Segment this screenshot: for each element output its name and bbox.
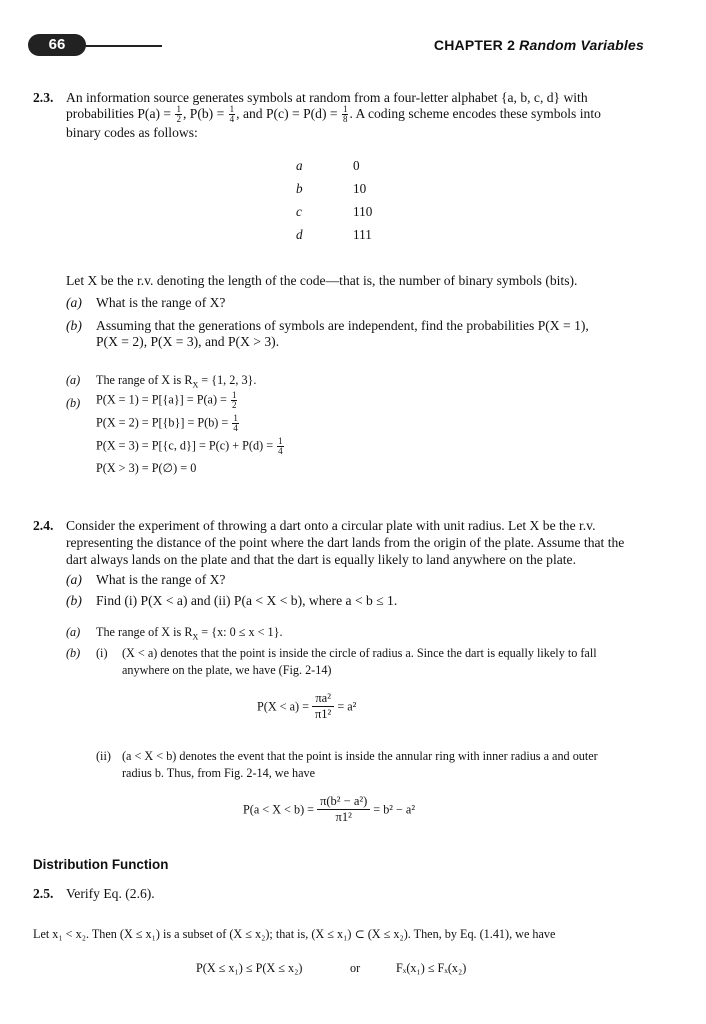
let-x-statement: Let X be the r.v. denoting the length of the code—that is, the number of binary symbols (bits). [66,273,578,288]
solution-b-line-1: P(X = 1) = P[{a}] = P(a) = $\frac{1}{2}$ [96,390,237,410]
p24-solution-b-i-line-1: (X < a) denotes that the point is inside the circle of radius a. Since the dart is equally likely to fall [122,646,597,660]
code-value-a: 0 [353,158,360,173]
code-symbol-a: a [296,158,303,173]
fraction-one-eighth: $\frac{1}{8}$ [342,104,348,125]
chapter-title: Random Variables [519,37,644,53]
page-number-badge: 66 [28,34,86,56]
problem-2-3-line-2 [66,105,601,124]
fraction-one-quarter: $\frac{1}{4}$ [229,104,235,125]
p23-text-c: , and P(c) = P(d) = [236,106,341,121]
problem-2-4-line-1: Consider the experiment of throwing a dart onto a circular plate with unit radius. Let X be the r.v. [66,518,596,533]
equation-ring-probability: P(a < X < b) = $\frac{\text{π(b² − a²)}}{\text{π1²}}$ = b² − a² [243,794,415,824]
question-b-label: (b) [66,318,82,333]
problem-2-4-line-2: representing the distance of the point where the dart lands from the origin of the plate. Assume that the [66,535,625,550]
problem-number-2-3: 2.3. [33,90,54,105]
section-heading: Distribution Function [33,857,169,872]
p24-solution-b-ii-line-2: radius b. Thus, from Fig. 2-14, we have [122,766,316,780]
problem-2-5-line-1: Verify Eq. (2.6). [66,886,155,901]
code-value-d: 111 [353,227,372,242]
fraction-one-half: $\frac{1}{2}$ [176,104,181,125]
code-symbol-c: c [296,204,302,219]
equation-left: P(X ≤ x₁) ≤ P(X ≤ x₂) [196,961,303,975]
p24-solution-b-i-label: (i) [96,646,108,660]
problem-number-2-5: 2.5. [33,886,54,901]
p24-solution-b-label: (b) [66,646,81,660]
p24-solution-b-ii-label: (ii) [96,749,111,763]
header-rule [84,45,162,47]
code-value-c: 110 [353,204,373,219]
p24-solution-b-ii-line-1: (a < X < b) denotes the event that the point is inside the annular ring with inner radius a and outer [122,749,598,763]
problem-2-5-solution: Let x₁ < x₂. Then (X ≤ x₁) is a subset of (X ≤ x₂); that is, (X ≤ x₁) ⊂ (X ≤ x₂). Then, by Eq. (1.41), we have [33,927,556,941]
solution-b-label: (b) [66,396,81,410]
fraction-one-quarter-sol-c: $\frac{1}{4}$ [278,436,283,456]
solution-a-text: The range of X is $R_X = \{1$, 2, 3}. [96,373,257,390]
code-symbol-b: b [296,181,303,196]
equation-circle-probability: P(X < a) = $\frac{\text{πa²}}{\text{π1²}}$ = a² [257,691,357,721]
fraction-one-half-sol: $\frac{1}{2}$ [231,390,237,410]
question-a-label: (a) [66,295,82,310]
p24-question-b-label: (b) [66,593,82,608]
question-b-line-2: P(X = 2), P(X = 3), and P(X > 3). [96,334,280,349]
chapter-heading [434,37,644,53]
p23-text-d: . A coding scheme encodes these symbols into [349,106,601,121]
solution-b-line-3: P(X = 3) = P[{c, d}] = P(c) + P(d) = $\frac{1}{4}$ [96,436,283,456]
problem-2-4-line-3: dart always lands on the plate and that the dart is equally likely to land anywhere on the plate. [66,552,576,567]
solution-b-line-2: P(X = 2) = P[{b}] = P(b) = $\frac{1}{4}$ [96,413,238,433]
chapter-label: CHAPTER 2 [433,37,516,53]
question-b-line-1: Assuming that the generations of symbols are independent, find the probabilities P(X = 1), [96,318,589,333]
solution-a-label: (a) [66,373,81,387]
equation-right: Fₓ(x₁) ≤ Fₓ(x₂) [396,961,467,975]
equation-or: or [350,961,361,975]
p24-question-b-text: Find (i) P(X < a) and (ii) P(a < X < b), where a < b ≤ 1. [96,593,398,608]
problem-number-2-4: 2.4. [33,518,54,533]
p24-solution-b-i-line-2: anywhere on the plate, we have (Fig. 2-14) [122,663,332,677]
fraction-one-quarter-sol-b: $\frac{1}{4}$ [233,413,238,433]
p24-question-a-text: What is the range of X? [96,572,226,587]
problem-2-3-line-1: An information source generates symbols at random from a four-letter alphabet {a, b, c, d} with [66,90,588,105]
code-value-b: 10 [353,181,367,196]
p23-text-b: , P(b) = [182,106,228,121]
solution-b-line-4: P(X > 3) = P(∅) = 0 [96,461,197,475]
p23-text-a: probabilities P(a) = [66,106,175,121]
problem-2-3-line-3: binary codes as follows: [66,125,198,140]
code-symbol-d: d [296,227,303,242]
question-a-text: What is the range of X? [96,295,226,310]
p24-question-a-label: (a) [66,572,82,587]
p24-solution-a-label: (a) [66,625,81,639]
p24-solution-a-text: The range of X is $R_X = \{x$: 0 ≤ x < 1}. [96,625,283,642]
